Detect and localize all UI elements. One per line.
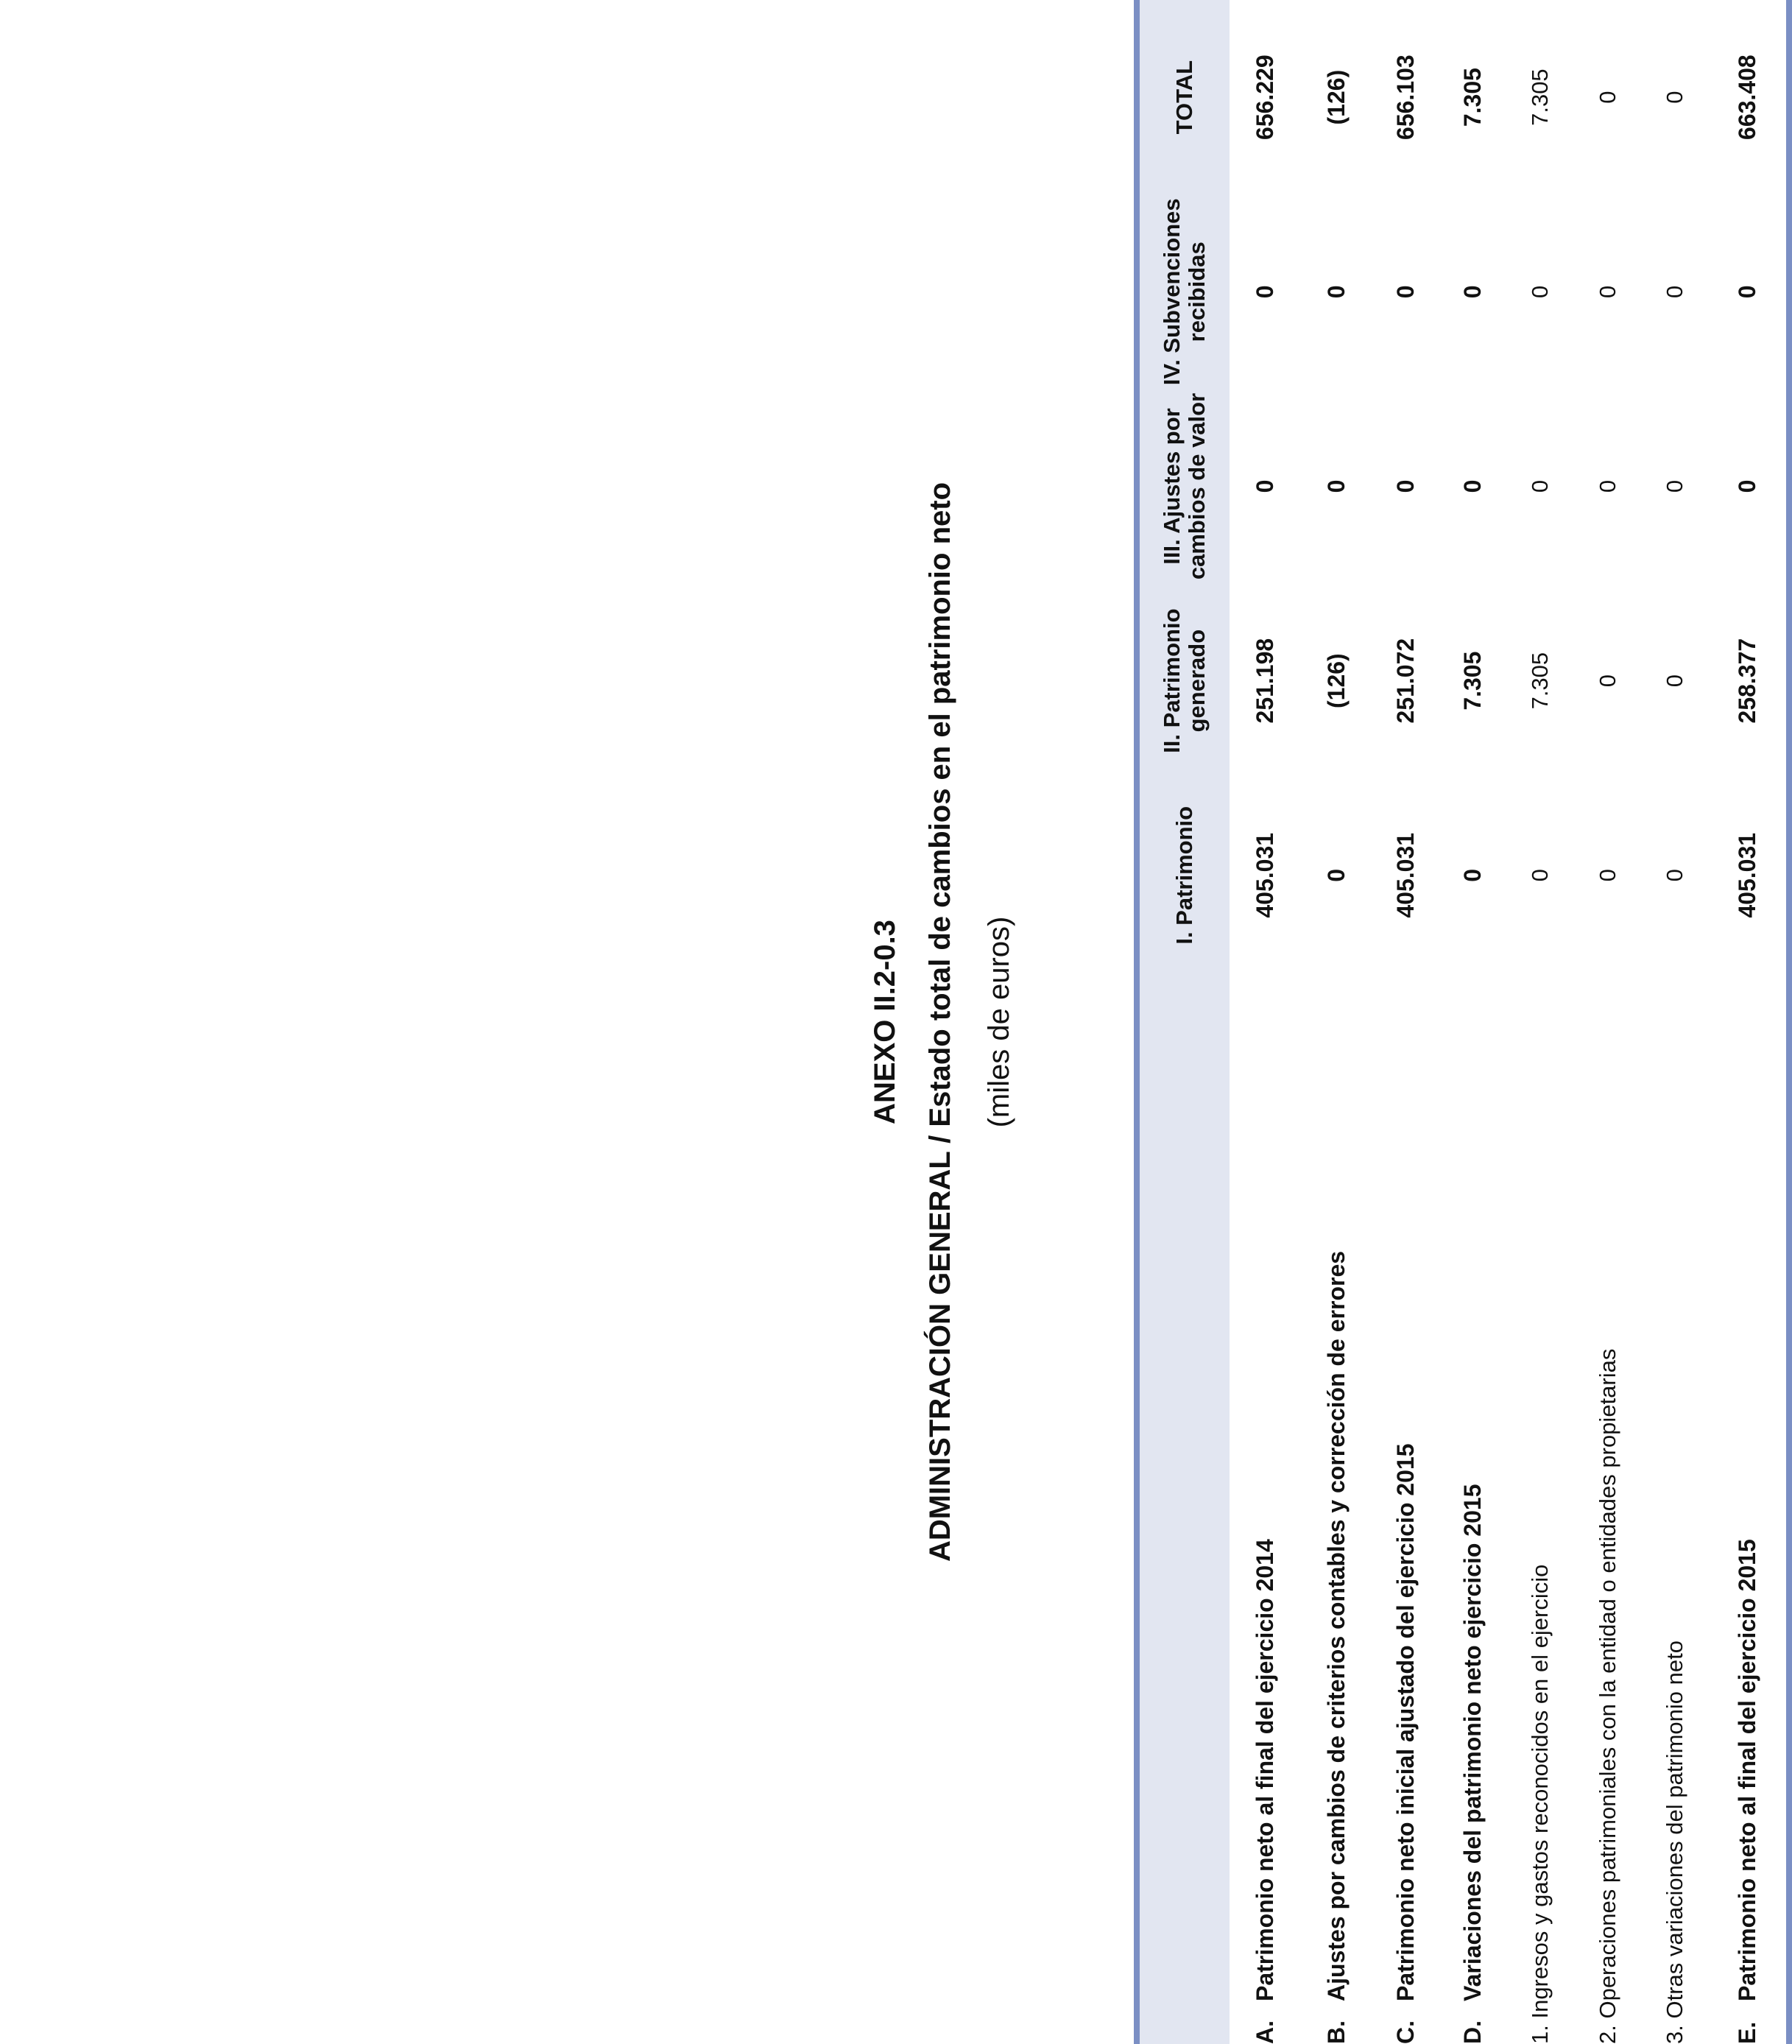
cell-subvenciones: 0: [1595, 285, 1620, 298]
row-letter: A.: [1251, 2020, 1278, 2044]
cell-subvenciones: 0: [1662, 285, 1687, 298]
row-letter: D.: [1458, 2020, 1486, 2044]
cell-patrimonio: 0: [1527, 869, 1553, 882]
cell-patrimonio-generado: 251.072: [1391, 638, 1419, 724]
row-label: [1708, 973, 1789, 2044]
column-header-patrimonio-generado: II. Patrimonio generado: [1137, 584, 1230, 778]
document-title: ADMINISTRACIÓN GENERAL / Estado total de cambios en el patrimonio neto: [924, 482, 956, 1562]
row-label-text: Patrimonio neto inicial ajustado del ejercicio 2015: [1391, 1443, 1419, 2001]
cell-subvenciones: 0: [1391, 285, 1419, 299]
column-header-ajustes-valor: III. Ajustes por cambios de valor: [1137, 389, 1230, 583]
table-row: [1574, 0, 1642, 2044]
cell-patrimonio-generado: 7.305: [1527, 652, 1553, 710]
cell-patrimonio-generado: 0: [1595, 674, 1620, 688]
row-letter: E.: [1733, 2021, 1760, 2044]
cell-total: (126): [1322, 69, 1350, 125]
table-row: [1708, 0, 1789, 2044]
cell-total: 656.103: [1391, 54, 1419, 140]
cell-ajustes-valor: 0: [1662, 479, 1687, 493]
row-label: [1230, 973, 1300, 2044]
table-row: [1642, 0, 1708, 2044]
cell-patrimonio: 405.031: [1391, 832, 1419, 918]
row-label: [1372, 973, 1439, 2044]
cell-total: 0: [1662, 91, 1687, 104]
column-header-patrimonio: I. Patrimonio: [1137, 778, 1230, 973]
cell-total: 7.305: [1527, 68, 1553, 126]
unit-subtitle: (miles de euros): [983, 916, 1015, 1128]
row-label: 1. Ingresos y gastos reconocidos en el ejercicio: [1527, 1564, 1553, 2044]
cell-patrimonio-generado: (126): [1322, 653, 1350, 708]
cell-total: 663.408: [1733, 54, 1760, 140]
row-label-text: Patrimonio neto al final del ejercicio 2015: [1733, 1539, 1760, 2001]
cell-ajustes-valor: 0: [1251, 479, 1278, 493]
cell-total: 7.305: [1458, 68, 1486, 127]
cell-patrimonio-generado: 7.305: [1458, 651, 1486, 711]
table-row: [1300, 0, 1372, 2044]
table-row: [1506, 0, 1574, 2044]
cell-patrimonio: 0: [1662, 869, 1687, 882]
table-row: [1372, 0, 1439, 2044]
row-label: 3. Otras variaciones del patrimonio neto: [1662, 1641, 1687, 2044]
row-label: [1439, 973, 1506, 2044]
cell-patrimonio: 0: [1458, 868, 1486, 882]
row-letter: C.: [1391, 2020, 1419, 2044]
cell-subvenciones: 0: [1458, 285, 1486, 299]
cell-subvenciones: 0: [1527, 285, 1553, 298]
cell-ajustes-valor: 0: [1391, 479, 1419, 493]
cell-total: 656.229: [1251, 54, 1278, 140]
cell-ajustes-valor: 0: [1527, 479, 1553, 493]
row-label-text: Variaciones del patrimonio neto ejercicio 2015: [1458, 1484, 1486, 2001]
cell-patrimonio-generado: 258.377: [1733, 638, 1760, 724]
row-label: 2. Operaciones patrimoniales con la entidad o entidades propietarias: [1595, 1348, 1620, 2044]
cell-patrimonio-generado: 251.198: [1251, 638, 1278, 724]
cell-subvenciones: 0: [1733, 285, 1760, 299]
table-bottom-rule: [1789, 0, 1792, 2044]
cell-ajustes-valor: 0: [1595, 479, 1620, 493]
table-row: [1439, 0, 1506, 2044]
row-label-text: Patrimonio neto al final del ejercicio 2014: [1251, 1539, 1278, 2001]
equity-changes-table: [1134, 0, 1792, 2044]
cell-subvenciones: 0: [1251, 285, 1278, 299]
cell-ajustes-valor: 0: [1733, 479, 1760, 493]
table-header-row: [1137, 0, 1230, 2044]
column-header-subvenciones: IV. Subvenciones recibidas: [1137, 194, 1230, 389]
column-header-concept: [1137, 973, 1230, 2044]
cell-patrimonio: 0: [1322, 868, 1350, 882]
cell-ajustes-valor: 0: [1322, 479, 1350, 493]
cell-subvenciones: 0: [1322, 285, 1350, 299]
cell-ajustes-valor: 0: [1458, 479, 1486, 493]
cell-total: 0: [1595, 91, 1620, 104]
row-label: [1300, 973, 1372, 2044]
annex-title: ANEXO II.2-0.3: [869, 920, 901, 1124]
column-header-total: TOTAL: [1137, 0, 1230, 194]
cell-patrimonio-generado: 0: [1662, 674, 1687, 688]
cell-patrimonio: 405.031: [1251, 832, 1278, 918]
cell-patrimonio: 405.031: [1733, 832, 1760, 918]
cell-patrimonio: 0: [1595, 869, 1620, 882]
row-letter: B.: [1322, 2020, 1350, 2044]
table-row: [1230, 0, 1300, 2044]
row-label-text: Ajustes por cambios de criterios contables y corrección de errores: [1322, 1250, 1350, 2001]
